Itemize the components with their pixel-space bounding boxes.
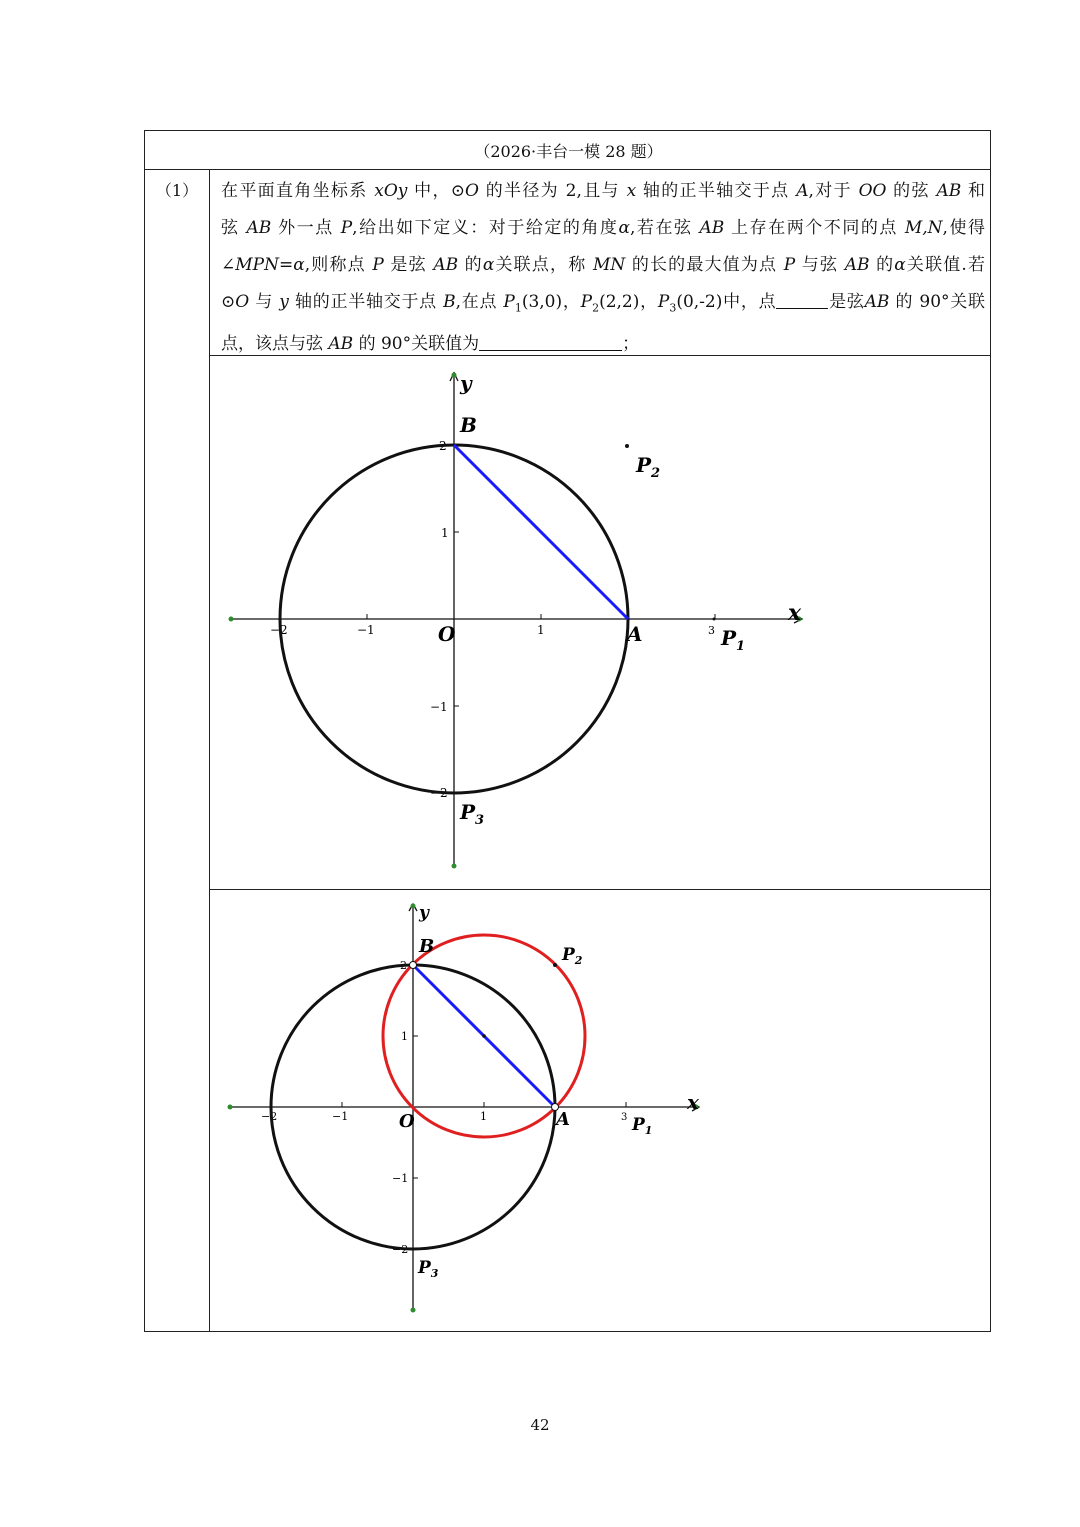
midpoint-ab — [482, 1034, 486, 1038]
text: 1 — [644, 1124, 653, 1137]
point-b-label: B — [419, 936, 435, 957]
y-axis-end-point — [452, 373, 457, 378]
text: P — [632, 1115, 645, 1135]
point-p3-label — [417, 1258, 439, 1280]
point-p2 — [553, 963, 557, 967]
point-p1-label — [720, 626, 745, 654]
y-tick-label: 2 — [439, 439, 447, 453]
text: 的弦 — [886, 181, 937, 201]
point-p2-label — [561, 945, 583, 967]
text: P — [657, 292, 670, 312]
x-axis-start-point — [228, 1105, 233, 1110]
text: P — [783, 255, 796, 275]
text: P — [562, 945, 575, 965]
text: AB — [246, 218, 272, 238]
point-p1 — [713, 618, 716, 621]
x-axis-label: x — [687, 1090, 699, 1114]
text: 轴的正半轴交于点 — [288, 292, 444, 312]
text: 点，该点与弦 — [221, 334, 329, 355]
text: x — [626, 181, 637, 201]
text: P — [340, 218, 353, 238]
point-a-label: A — [627, 622, 643, 646]
text: ,给出如下定义：对于给定的角度 — [352, 218, 619, 238]
text: 是弦 — [828, 292, 865, 312]
point-o-label: O — [399, 1111, 415, 1132]
text: AB — [433, 255, 459, 275]
text: α — [618, 218, 630, 238]
text: 的长的最大值为点 — [625, 255, 784, 275]
text: P — [418, 1258, 431, 1278]
x-tick-label: 1 — [480, 1110, 487, 1123]
text: AB — [864, 292, 890, 312]
text: 的 — [458, 255, 483, 275]
x-tick-label: 3 — [708, 624, 715, 637]
x-axis-start-point — [229, 617, 234, 622]
text: 和 — [961, 181, 986, 201]
text: ,则称点 — [304, 255, 373, 275]
text: 是弦 — [383, 255, 434, 275]
text: O — [465, 181, 479, 201]
point-p1-label — [631, 1115, 652, 1137]
text: ,使得 — [942, 218, 986, 238]
text: P — [721, 626, 737, 650]
text: M,N — [904, 218, 943, 238]
text: 在平面直角坐标系 — [221, 181, 375, 201]
text: MPN=α — [235, 255, 305, 275]
text: 的半径为 2,且与 — [478, 181, 627, 201]
text: 2 — [592, 301, 600, 315]
chord-ab — [454, 445, 628, 619]
text: xOy — [374, 181, 408, 201]
text: P — [580, 292, 593, 312]
text: 的 90°关联值为 — [353, 334, 480, 355]
y-axis-end-point — [411, 904, 416, 909]
text: ∠ — [221, 255, 236, 275]
text: 3 — [475, 813, 485, 828]
y-tick-label: 1 — [401, 1030, 408, 1043]
text: P — [636, 453, 652, 477]
point-a-label: A — [556, 1109, 570, 1130]
point-p2-label — [635, 453, 660, 481]
y-axis-label: y — [460, 371, 472, 395]
text: α — [482, 255, 495, 275]
text: AB — [844, 255, 870, 275]
text: y — [279, 292, 289, 312]
page-number: 42 — [530, 1416, 550, 1434]
text: OO — [858, 181, 887, 201]
text: 2 — [574, 954, 583, 967]
text: 与 — [249, 292, 280, 312]
text: O — [235, 292, 250, 312]
text: (3,0)， — [521, 292, 581, 312]
y-tick-label: 1 — [441, 526, 449, 540]
text: ,若在弦 — [629, 218, 700, 238]
y-axis-start-point — [452, 864, 457, 869]
x-tick-label: 3 — [621, 1112, 628, 1123]
text: P — [372, 255, 384, 275]
text: AB — [699, 218, 725, 238]
text: 轴的正半轴交于点 — [636, 181, 797, 201]
text: 3 — [430, 1267, 439, 1280]
x-axis-label: x — [788, 600, 802, 626]
text: (2,2)， — [599, 292, 658, 312]
y-tick-label: −2 — [392, 1243, 409, 1256]
text: 3 — [669, 301, 677, 315]
text: 关联点，称 — [494, 255, 593, 275]
y-tick-label: −2 — [430, 786, 448, 800]
point-o-label: O — [438, 622, 456, 646]
x-tick-label: −2 — [270, 623, 288, 637]
text: 弦 — [221, 218, 247, 238]
point-b-label: B — [460, 413, 477, 437]
text: A — [796, 181, 809, 201]
y-tick-label: −1 — [430, 700, 448, 714]
text: B — [443, 292, 456, 312]
figure-1 — [229, 371, 803, 869]
x-ticks — [271, 1102, 626, 1107]
text: 关联值.若 — [905, 255, 986, 275]
text: MN — [592, 255, 626, 275]
x-tick-label: −1 — [357, 623, 375, 637]
x-tick-label: 1 — [537, 623, 545, 637]
text: α — [894, 255, 906, 275]
text: P — [460, 800, 476, 824]
text: AB — [328, 334, 354, 355]
text: (0,-2)中，点 — [676, 292, 777, 312]
text: AB — [936, 181, 962, 201]
text: 1 — [514, 301, 522, 315]
text: P — [503, 292, 515, 312]
y-axis-start-point — [411, 1308, 416, 1313]
row-label: （1） — [155, 180, 199, 200]
x-ticks — [280, 614, 715, 619]
figure-2 — [228, 903, 701, 1313]
text: ； — [622, 334, 640, 355]
table-header-title: （2026·丰台一模 28 题） — [474, 141, 663, 161]
y-axis-label: y — [419, 903, 429, 923]
y-tick-label: 2 — [400, 959, 407, 972]
text: ⊙ — [221, 292, 236, 312]
x-tick-label: −2 — [261, 1110, 278, 1123]
text: 与弦 — [795, 255, 845, 275]
point-b-marker — [410, 962, 417, 969]
y-tick-label: −1 — [392, 1172, 409, 1185]
text: 的 90°关联 — [889, 292, 985, 312]
x-tick-label: −1 — [332, 1110, 349, 1123]
text: 1 — [736, 639, 746, 654]
text: ,在点 — [455, 292, 504, 312]
text: 上存在两个不同的点 — [724, 218, 905, 238]
text: 外一点 — [271, 218, 341, 238]
text: 2 — [651, 466, 661, 481]
text: 的 — [869, 255, 895, 275]
point-p2 — [625, 444, 629, 448]
text: 中，⊙ — [407, 181, 466, 201]
point-p3-label — [459, 800, 484, 828]
text: ,对于 — [808, 181, 859, 201]
